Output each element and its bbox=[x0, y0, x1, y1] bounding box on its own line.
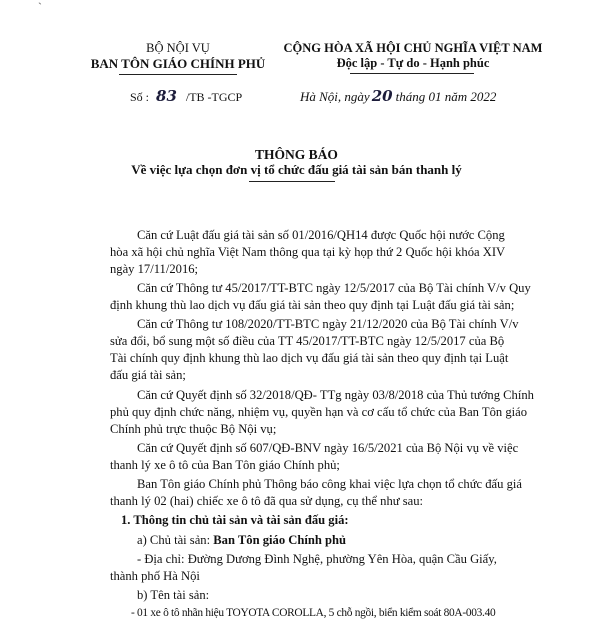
date-day: 20 bbox=[371, 87, 393, 105]
address-line2: thành phố Hà Nội bbox=[110, 569, 200, 583]
agency-name: BAN TÔN GIÁO CHÍNH PHỦ bbox=[90, 56, 266, 71]
doc-no-value: 83 bbox=[156, 87, 177, 105]
doc-no-suffix: /TB -TGCP bbox=[185, 90, 243, 104]
para3-line3: Tài chính quy định khung thù lao dịch vụ đấu giá tài sản theo quy định tại Luật bbox=[110, 351, 509, 365]
document-date bbox=[300, 87, 496, 105]
nation-motto: Độc lập - Tự do - Hạnh phúc bbox=[336, 56, 490, 70]
ministry-name: BỘ NỘI VỤ bbox=[146, 41, 210, 55]
address-line1: - Địa chỉ: Đường Dương Đình Nghệ, phường Yên Hòa, quận Cầu Giấy, bbox=[137, 552, 497, 566]
document-number bbox=[130, 87, 242, 105]
asset-label: b) Tên tài sản: bbox=[137, 588, 210, 602]
agency-underline bbox=[119, 74, 237, 75]
para1-line3: ngày 17/11/2016; bbox=[110, 262, 199, 276]
para3-line1: Căn cứ Thông tư 108/2020/TT-BTC ngày 21/12/2020 của Bộ Tài chính V/v bbox=[137, 317, 519, 331]
para4-line3: Chính phủ trực thuộc Bộ Nội vụ; bbox=[110, 422, 277, 436]
nation-name: CỘNG HÒA XÃ HỘI CHỦ NGHĨA VIỆT NAM bbox=[283, 41, 543, 55]
doc-no-prefix: Số : bbox=[130, 90, 150, 104]
motto-underline bbox=[350, 73, 474, 74]
para5-line2: thanh lý xe ô tô của Ban Tôn giáo Chính phủ; bbox=[110, 458, 340, 472]
owner-line bbox=[137, 533, 346, 548]
para1-line1: Căn cứ Luật đấu giá tài sản số 01/2016/QH14 được Quốc hội nước Cộng bbox=[137, 228, 505, 242]
scan-mark: ˋ bbox=[38, 0, 42, 14]
asset-item-car1: - 01 xe ô tô nhãn hiệu TOYOTA COROLLA, 5 chỗ ngồi, biển kiểm soát 80A-003.40 bbox=[131, 607, 496, 619]
para2-line1: Căn cứ Thông tư 45/2017/TT-BTC ngày 12/5/2017 của Bộ Tài chính V/v Quy bbox=[137, 281, 531, 295]
owner-label: a) Chủ tài sản: bbox=[137, 533, 214, 547]
para4-line2: phủ quy định chức năng, nhiệm vụ, quyền hạn và cơ cấu tổ chức của Ban Tôn giáo bbox=[110, 405, 528, 419]
date-prefix: Hà Nội, ngày bbox=[300, 89, 370, 104]
para2-line2: định khung thù lao dịch vụ đấu giá tài sản theo quy định tại Luật đấu giá tài sản; bbox=[110, 298, 515, 312]
owner-name: Ban Tôn giáo Chính phủ bbox=[213, 533, 347, 547]
para5-line1: Căn cứ Quyết định số 607/QĐ-BNV ngày 16/5/2021 của Bộ Nội vụ về việc bbox=[137, 441, 519, 455]
para6-line2: thanh lý 02 (hai) chiếc xe ô tô đã qua sử dụng, cụ thể như sau: bbox=[110, 494, 424, 508]
section1-heading: 1. Thông tin chủ tài sản và tài sản đấu giá: bbox=[121, 513, 349, 527]
para6-line1: Ban Tôn giáo Chính phủ Thông báo công khai việc lựa chọn tổ chức đấu giá bbox=[137, 477, 522, 491]
document-title: THÔNG BÁO bbox=[255, 147, 338, 162]
title-underline bbox=[249, 181, 335, 182]
para1-line2: hòa xã hội chủ nghĩa Việt Nam thông qua tại kỳ họp thứ 2 Quốc hội khóa XIV bbox=[110, 245, 506, 259]
date-suffix: tháng 01 năm 2022 bbox=[395, 89, 497, 104]
document-subtitle: Về việc lựa chọn đơn vị tổ chức đấu giá tài sản bán thanh lý bbox=[131, 162, 462, 177]
para3-line4: đấu giá tài sản; bbox=[110, 368, 186, 382]
para4-line1: Căn cứ Quyết định số 32/2018/QĐ- TTg ngày 03/8/2018 của Thủ tướng Chính bbox=[137, 388, 534, 402]
para3-line2: sửa đổi, bổ sung một số điều của TT 45/2017/TT-BTC ngày 12/5/2017 của Bộ bbox=[110, 334, 505, 348]
